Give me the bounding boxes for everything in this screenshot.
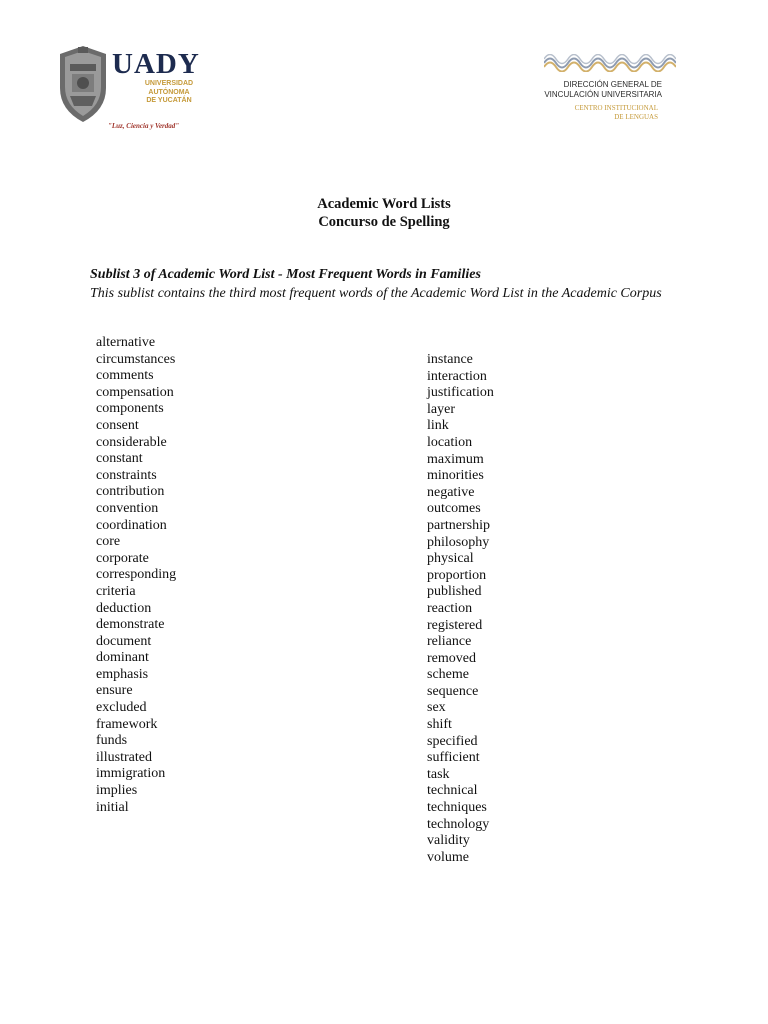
word-item: document: [96, 633, 152, 649]
word-item: sex: [427, 700, 446, 716]
word-item: techniques: [427, 800, 487, 816]
word-item: partnership: [427, 517, 490, 533]
word-item: coordination: [96, 517, 167, 533]
document-title-block: [0, 195, 768, 231]
word-item: contribution: [96, 484, 165, 500]
word-item: location: [427, 434, 473, 450]
word-item: maximum: [427, 451, 484, 467]
word-item: constant: [96, 451, 143, 467]
word-item: comments: [96, 368, 154, 384]
word-list-left: [96, 335, 176, 816]
word-item: sufficient: [427, 750, 480, 766]
university-seal-icon: [56, 44, 110, 124]
word-item: constraints: [96, 467, 157, 483]
word-item: reliance: [427, 634, 472, 650]
word-item: immigration: [96, 766, 166, 782]
word-item: alternative: [96, 335, 156, 350]
word-item: core: [96, 534, 121, 550]
word-item: emphasis: [96, 666, 149, 682]
word-item: minorities: [427, 468, 484, 484]
word-item: reaction: [427, 600, 473, 616]
word-item: excluded: [96, 700, 147, 716]
word-item: shift: [427, 717, 452, 733]
uady-motto: "Luz, Ciencia y Verdad": [108, 122, 180, 130]
decorative-pattern-icon: [544, 54, 676, 72]
word-item: justification: [427, 385, 494, 401]
page-header: [0, 36, 768, 146]
word-item: technology: [427, 816, 490, 832]
word-item: criteria: [96, 583, 136, 599]
direction-name: DIRECCIÓN GENERAL DE VINCULACIÓN UNIVERSITARIA: [544, 80, 662, 99]
word-item: corporate: [96, 550, 149, 566]
word-item: removed: [427, 650, 476, 666]
word-item: task: [427, 766, 450, 782]
word-item: layer: [427, 401, 455, 417]
dgvu-logo: [532, 54, 692, 136]
word-item: ensure: [96, 683, 133, 699]
uady-name: UADY: [112, 48, 200, 80]
word-list-right: [427, 352, 494, 866]
word-item: physical: [427, 551, 474, 567]
word-item: convention: [96, 500, 159, 516]
word-item: outcomes: [427, 501, 481, 517]
word-item: framework: [96, 716, 158, 732]
sublist-heading: Sublist 3 of Academic Word List - Most Frequent Words in Families: [90, 267, 481, 282]
word-item: specified: [427, 733, 478, 749]
word-item: corresponding: [96, 567, 177, 583]
uady-logo: [54, 44, 214, 134]
word-item: validity: [427, 833, 470, 849]
document-title: Academic Word Lists: [317, 196, 451, 212]
word-item: considerable: [96, 434, 167, 450]
word-item: technical: [427, 783, 478, 799]
word-item: instance: [427, 352, 473, 367]
word-item: circumstances: [96, 351, 176, 367]
word-item: philosophy: [427, 534, 490, 550]
sublist-description: This sublist contains the third most frequent words of the Academic Word List in the Academic Corpus: [90, 286, 662, 301]
word-item: proportion: [427, 567, 487, 583]
word-item: published: [427, 584, 482, 600]
word-item: components: [96, 401, 164, 417]
word-item: scheme: [427, 667, 469, 683]
word-item: demonstrate: [96, 617, 165, 633]
word-item: registered: [427, 617, 483, 633]
word-item: dominant: [96, 650, 149, 666]
word-item: implies: [96, 783, 138, 799]
word-item: negative: [427, 484, 475, 500]
word-item: illustrated: [96, 749, 152, 765]
word-item: consent: [96, 417, 139, 433]
word-item: volume: [427, 849, 469, 865]
word-item: link: [427, 418, 449, 434]
word-item: interaction: [427, 368, 487, 384]
word-item: deduction: [96, 600, 152, 616]
word-item: funds: [96, 733, 128, 749]
uady-subtitle: UNIVERSIDAD AUTÓNOMA DE YUCATÁN: [144, 80, 194, 104]
word-item: initial: [96, 799, 129, 815]
document-subtitle: Concurso de Spelling: [318, 214, 450, 230]
word-item: compensation: [96, 384, 174, 400]
centro-name: CENTRO INSTITUCIONAL DE LENGUAS: [574, 104, 658, 121]
word-item: sequence: [427, 683, 479, 699]
